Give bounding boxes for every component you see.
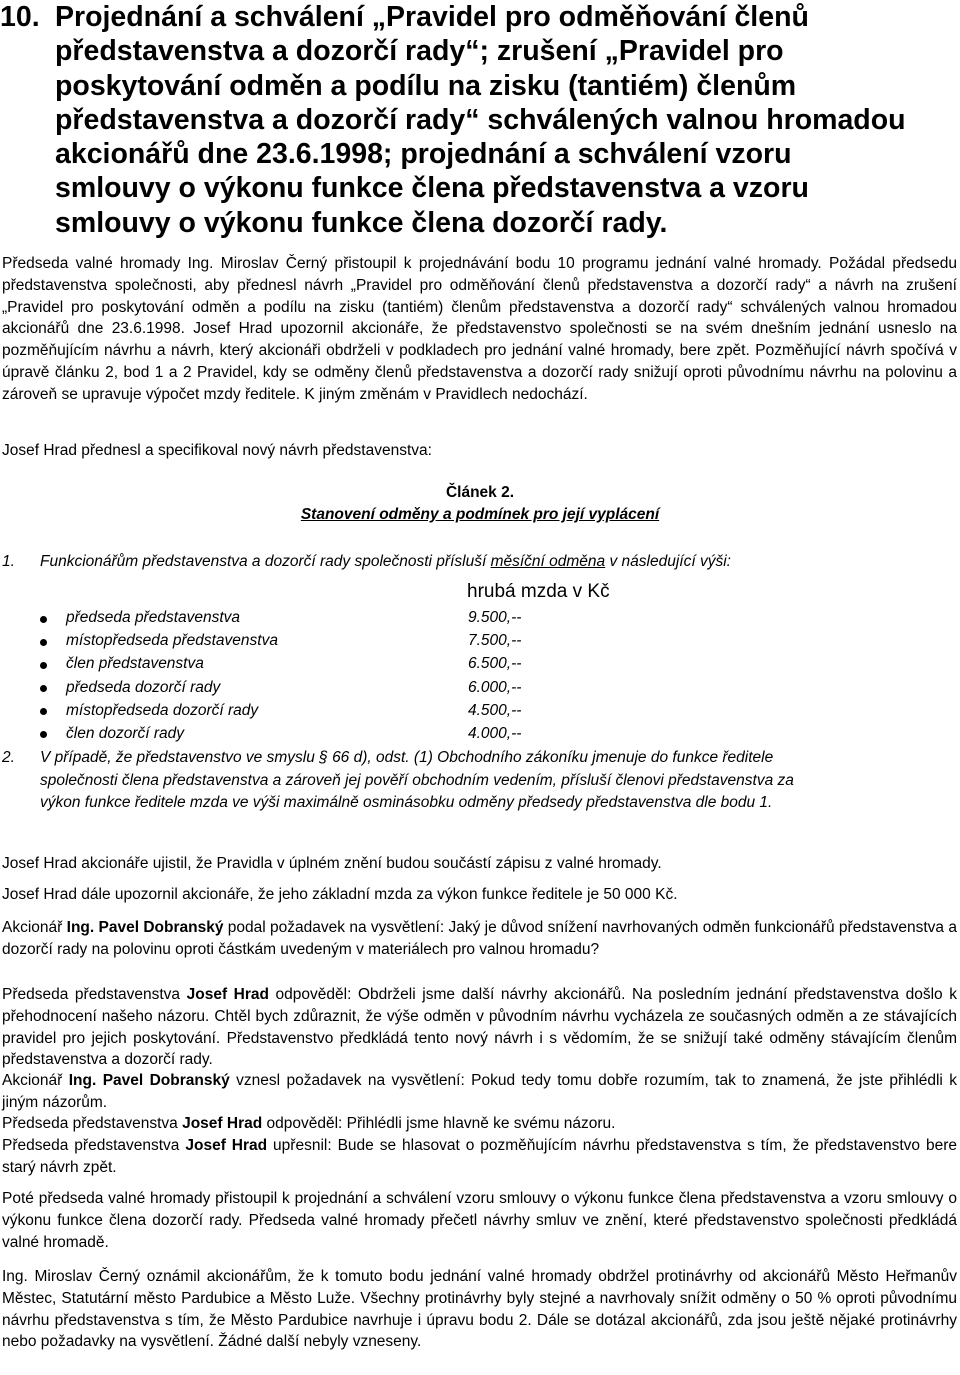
paragraph-counterproposals: Ing. Miroslav Černý oznámil akcionářům, že k tomuto bodu jednání valné hromady obdržel protinávrhy od akcionářů Město Heřmanův Městec, Statutární město Pardubice a Město Luže. Všechny protinávrhy byly stejné a navrhovaly snížit odměny o 50 % oproti původnímu návrhu představenstva s tím, že Město Pardubice navrhuje i úpravu bodu 2. Dále se dotázal akcionářů, zda jsou ještě nějaké protinávrhy nebo požadavky na vysvětlení. Žádné další nebyly vzneseny. [2, 1268, 957, 1351]
paragraph-hrad-answer [2, 984, 957, 1071]
paragraph-hrad-clarification [2, 1135, 957, 1179]
list-item [0, 654, 960, 677]
text-run: odpověděl: Obdrželi jsme další návrhy akcionářů. Na posledním jednání představenstva došlo k přehodnocení našeho názoru. Chtěl bych zdůraznit, že výše odměn v původním návrhu vycházela ze současných odměn a ze stávajících pravidel pro jejich poskytování. Představenstvo předkládá tento nový návrh i s vědomím, že se snižují také odměny stávajícím členům představenstva a dozorčí rady. [2, 986, 957, 1069]
remuneration-list [0, 608, 960, 747]
list-item [0, 608, 960, 631]
heading-line-6: smlouvy o výkonu funkce člena představenstva a vzoru [55, 172, 809, 205]
text-run: Předseda představenstva [2, 1137, 186, 1154]
speaker-name: Ing. Pavel Dobranský [68, 1072, 230, 1089]
list-item-label: předseda představenstva [66, 609, 241, 626]
list-item [0, 724, 960, 747]
text-run: Akcionář [2, 1072, 69, 1089]
article-item-2 [2, 747, 957, 815]
article-item-1 [2, 551, 957, 573]
paragraph-hrad-reply [2, 1113, 957, 1135]
bullet-icon [40, 616, 47, 623]
text-run: vznesl požadavek na vysvětlení: Pokud tedy tomu dobře rozumím, tak to znamená, že jste přihlédli k jiným názorům. [2, 1072, 957, 1111]
heading-line-5: akcionářů dne 23.6.1998; projednání a schválení vzoru [55, 138, 792, 171]
bullet-icon [40, 708, 47, 715]
text-run: Předseda představenstva [2, 986, 187, 1003]
item-2-line-2: společnosti člena představenstva a zároveň jej pověří obchodním vedením, přísluší členovi představenstva za [40, 771, 794, 789]
item-number: 1. [2, 553, 15, 570]
bullet-icon [40, 685, 47, 692]
list-item-label: místopředseda dozorčí rady [66, 701, 259, 719]
item-2-line-1: V případě, že představenstvo ve smyslu § 66 d), odst. (1) Obchodního zákoníku jmenuje do funkce ředitele [40, 749, 774, 766]
intro-paragraph: Předseda valné hromady Ing. Miroslav Černý přistoupil k projednávání bodu 10 programu jednání valné hromady. Požádal předsedu představenstva společnosti, aby přednesl návrh „Pravidel pro odměňování členů představenstva a dozorčí rady“ a návrh na zrušení „Pravidel pro poskytování odměn a podílu na zisku (tantiém) členům představenstva a dozorčí rady“ schválených valnou hromadou akcionářů dne 23.6.1998. Josef Hrad upozornil akcionáře, že představenstvo společnosti se na svém dnešním jednání usneslo na pozměňujícím návrhu a návrh, který akcionáři obdrželi v podkladech pro jednání valné hromady, bere zpět. Pozměňující návrh spočívá v úpravě článku 2, bod 1 a 2 Pravidel, kdy se odměny členů představenstva a dozorčí rady snižují oproti původnímu návrhu na polovinu a zároveň se upravuje výpočet mzdy ředitele. K jiným změnám v Pravidlech nedochází. [2, 255, 957, 403]
speaker-name: Josef Hrad [182, 1115, 263, 1132]
list-item [0, 631, 960, 654]
item-1-text-b: v následující výši: [605, 553, 731, 570]
list-item-value: 4.000,-- [468, 724, 522, 742]
list-item-value: 6.000,-- [468, 678, 522, 696]
list-item [0, 701, 960, 724]
text-run: Předseda představenstva [2, 1115, 183, 1132]
text-run: upřesnil: Bude se hlasovat o pozměňujícím návrhu představenstva s tím, že představenstvo bere starý návrh zpět. [2, 1137, 957, 1176]
heading-line-4: představenstva a dozorčí rady“ schválených valnou hromadou [55, 103, 906, 136]
speaker-name: Josef Hrad [185, 1137, 268, 1154]
bullet-icon [40, 731, 47, 738]
section-number: 10. [0, 1, 40, 33]
list-item-label: předseda dozorčí rady [66, 678, 221, 696]
item-2-line-3: výkon funkce ředitele mzda ve výši maximálně osminásobku odměny předsedy představenstva dle bodu 1. [40, 794, 773, 811]
list-item-label: člen představenstva [66, 655, 204, 673]
speaker-name: Ing. Pavel Dobranský [66, 919, 224, 936]
section-heading [0, 0, 958, 240]
article-subtitle: Stanovení odměny a podmínek pro její vyplácení [300, 505, 660, 523]
list-item-label: místopředseda představenstva [66, 632, 278, 650]
bullet-icon [40, 662, 47, 669]
heading-line-1: Projednání a schválení „Pravidel pro odměňování členů [55, 1, 809, 33]
paragraph-salary-note: Josef Hrad dále upozornil akcionáře, že jeho základní mzda za výkon funkce ředitele je 50 000 Kč. [2, 886, 678, 903]
list-item-label: člen dozorčí rady [66, 724, 185, 742]
item-number: 2. [2, 749, 15, 766]
list-item-value: 4.500,-- [468, 701, 522, 719]
paragraph-contract-templates: Poté předseda valné hromady přistoupil k projednání a schválení vzoru smlouvy o výkonu funkce člena představenstva a vzoru smlouvy o výkonu funkce člena dozorčí rady. Předseda valné hromady přečetl návrhy smluv ve znění, které představenstvo společnosti předkládá valné hromadě. [2, 1190, 957, 1251]
text-run: podal požadavek na vysvětlení: Jaký je důvod snížení navrhovaných odměn funkcionářů představenstva a dozorčí rady na polovinu oproti částkám uvedeným v materiálech pro valnou hromadu? [2, 919, 957, 958]
list-item [0, 678, 960, 701]
heading-line-3: poskytování odměn a podílu na zisku (tantiém) členům [55, 69, 797, 102]
item-1-text-a: Funkcionářům představenstva a dozorčí rady společnosti přísluší [40, 553, 491, 570]
text-run: Akcionář [2, 919, 67, 936]
paragraph-dobransky-followup [2, 1070, 957, 1114]
heading-line-2: představenstva a dozorčí rady“; zrušení „Pravidel pro [55, 35, 784, 68]
list-item-value: 7.500,-- [468, 632, 522, 650]
paragraph-rules-assurance: Josef Hrad akcionáře ujistil, že Pravidla v úplném znění budou součástí zápisu z valné hromady. [2, 855, 662, 872]
text-run: odpověděl: Přihlédli jsme hlavně ke svému názoru. [262, 1115, 616, 1132]
heading-line-7: smlouvy o výkonu funkce člena dozorčí rady. [55, 206, 668, 239]
speaker-name: Josef Hrad [186, 986, 269, 1003]
article-title: Článek 2. [445, 484, 515, 501]
list-item-value: 9.500,-- [468, 609, 522, 626]
list-item-value: 6.500,-- [468, 655, 522, 673]
item-1-text-underlined: měsíční odměna [490, 553, 606, 570]
bullet-icon [40, 639, 47, 646]
article-heading [0, 482, 960, 526]
table-column-header: hrubá mzda v Kč [467, 581, 610, 602]
paragraph-dobransky-question [2, 917, 957, 961]
proposal-intro: Josef Hrad přednesl a specifikoval nový návrh představenstva: [2, 442, 432, 459]
